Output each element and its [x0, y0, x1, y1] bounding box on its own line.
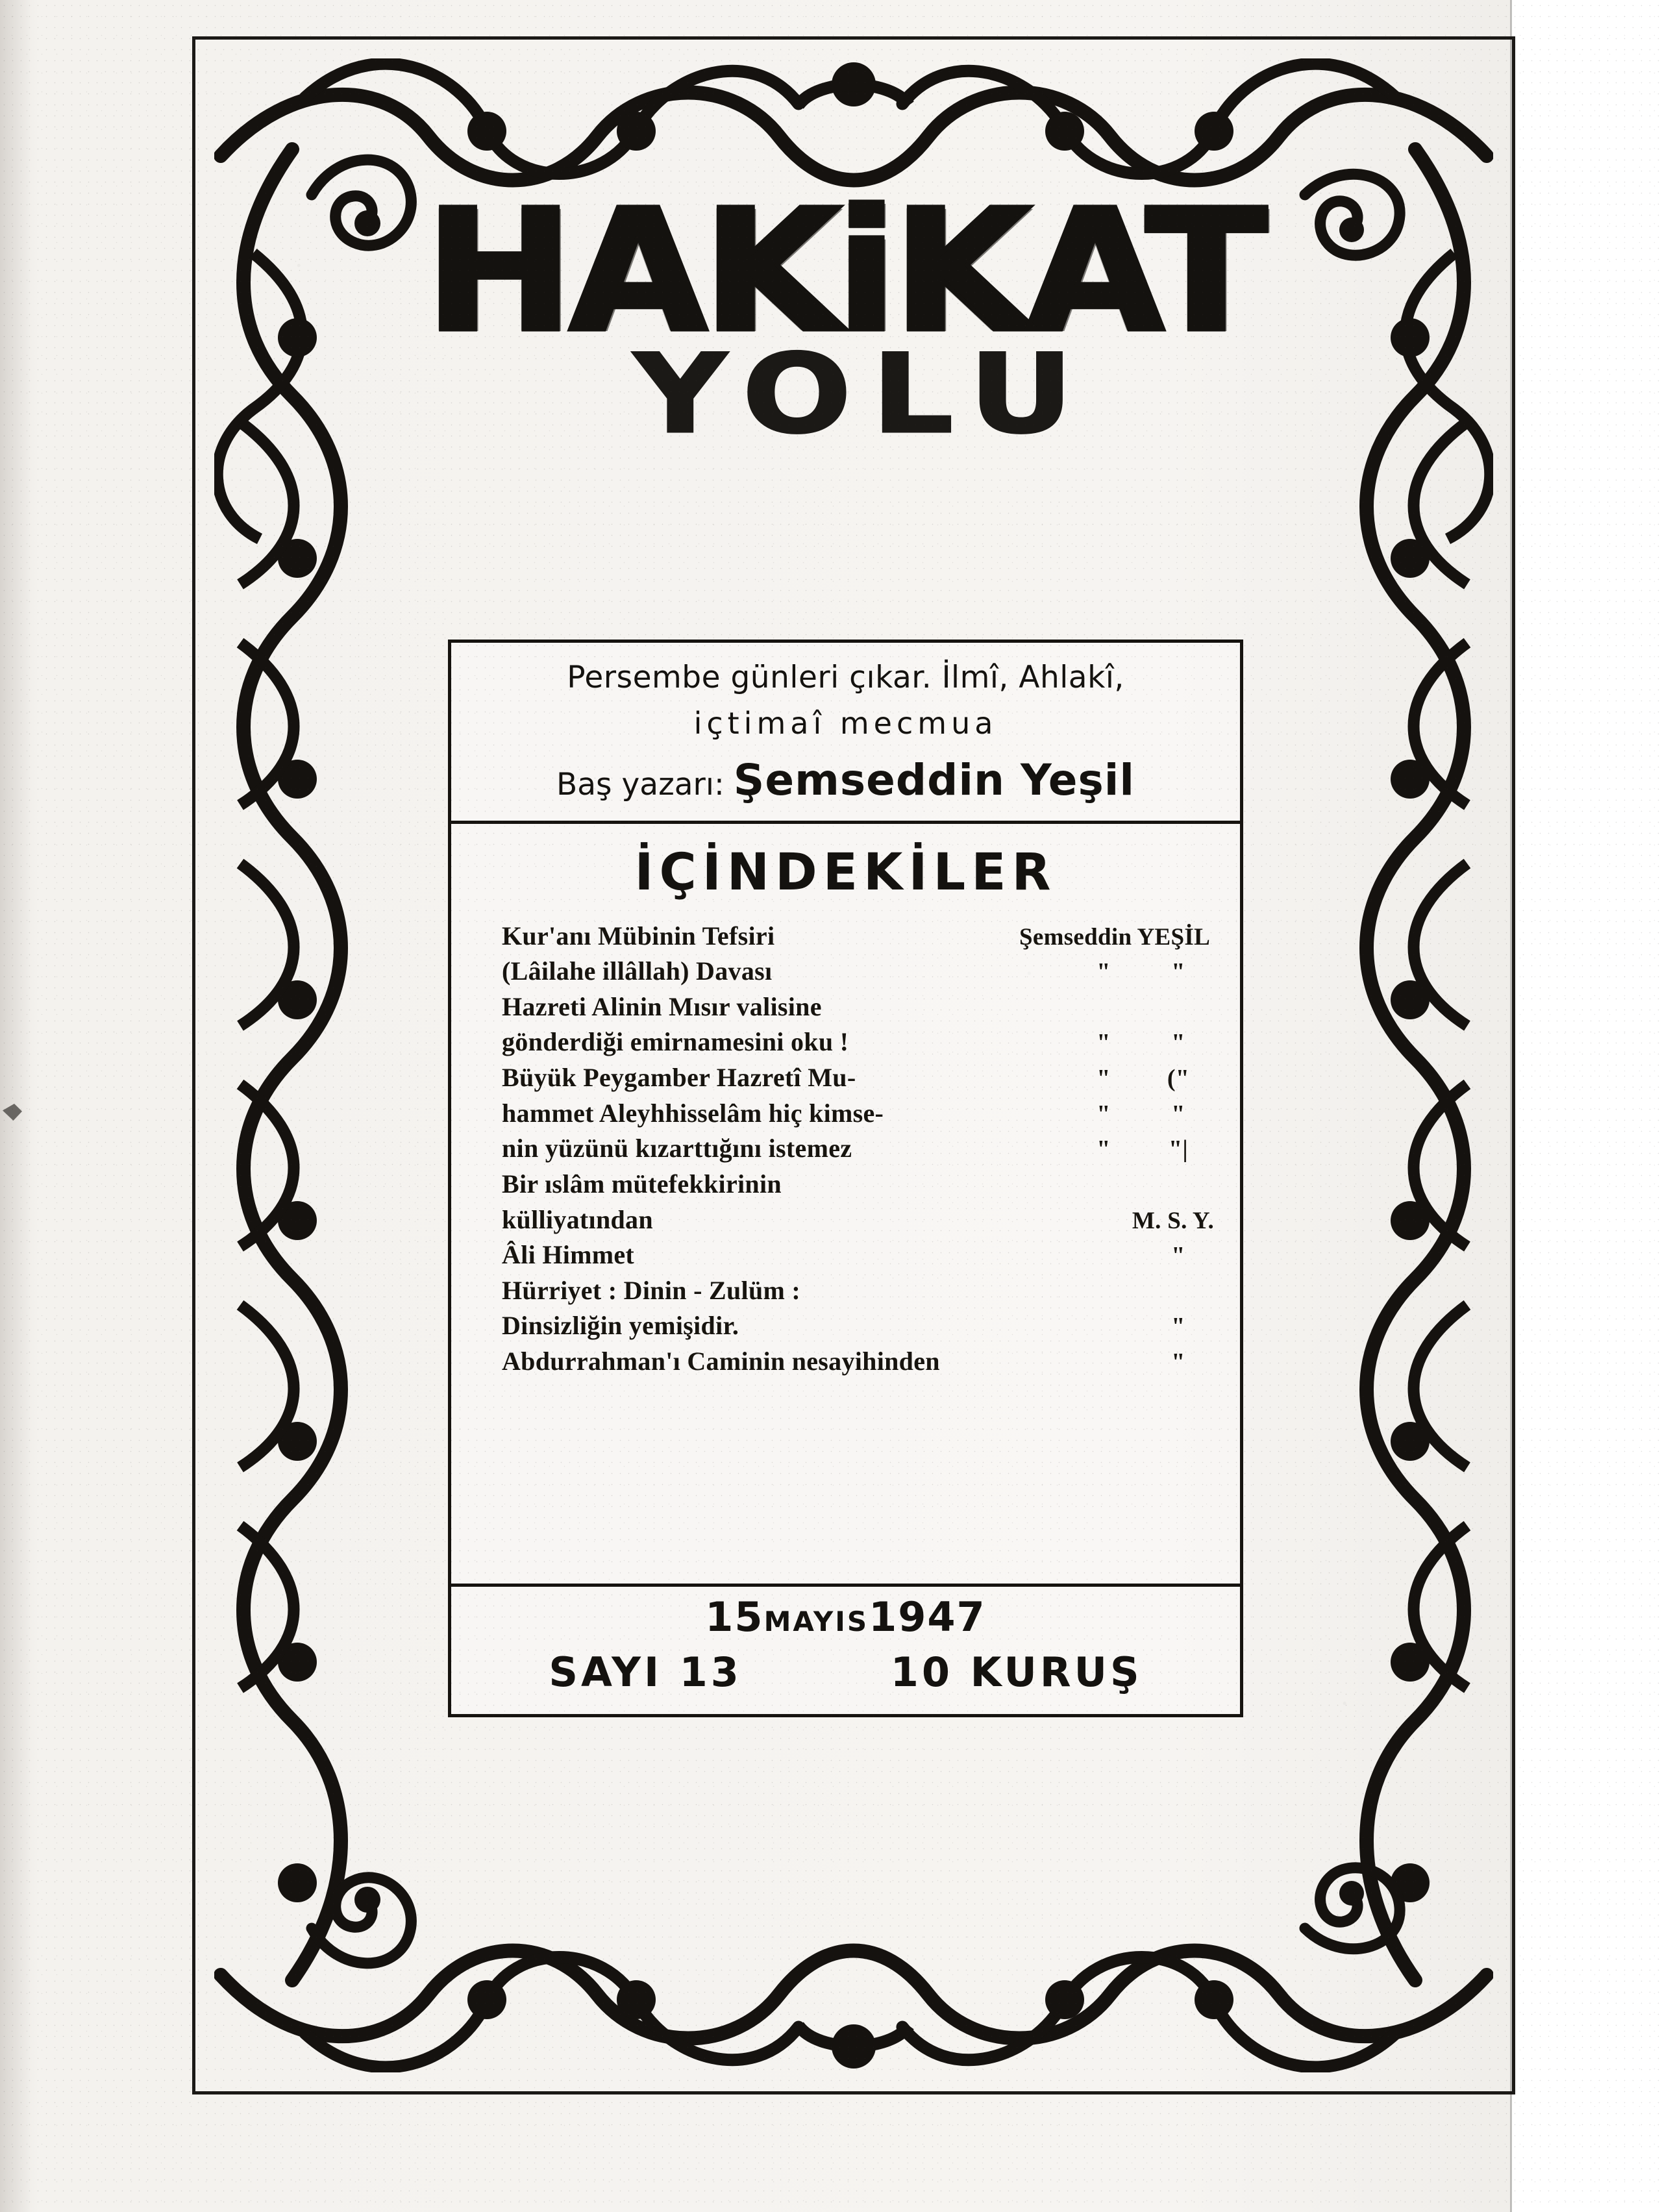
issue-price: 10 KURUŞ: [890, 1648, 1143, 1696]
contents-item-ditto-1: ": [1096, 1100, 1111, 1128]
periodicity-line-1: Persembe günleri çıkar. İlmî, Ahlakî,: [567, 660, 1124, 695]
issue-number: SAYI 13: [549, 1648, 742, 1696]
page-subtitle: YOLU: [634, 330, 1093, 458]
issue-info: [451, 1593, 1240, 1696]
contents-item-ditto-2: ": [1171, 958, 1185, 986]
contents-item-title: Kur'anı Mübinin Tefsiri: [502, 921, 775, 951]
contents-item-title: Bir ıslâm mütefekkirinin: [502, 1169, 782, 1199]
contents-item-ditto-1: ": [1096, 958, 1111, 986]
list-item: [502, 1202, 1214, 1237]
list-item: [502, 1308, 1214, 1344]
page-right-gutter: [1511, 0, 1660, 2212]
list-item: [502, 1344, 1214, 1380]
contents-item-title: Hürriyet : Dinin - Zulüm :: [502, 1275, 801, 1305]
list-item: [502, 1096, 1214, 1132]
periodicity-line-2: içtimaî mecmua: [693, 706, 998, 741]
contents-item-author: M. S. Y.: [1132, 1207, 1214, 1234]
periodicity-block: [451, 643, 1240, 808]
contents-item-title: nin yüzünü kızarttığını istemez: [502, 1134, 852, 1163]
list-item: [502, 1273, 1214, 1308]
contents-item-ditto-2: (": [1167, 1065, 1190, 1093]
contents-item-ditto-2: ": [1171, 1100, 1185, 1128]
editor-label: Baş yazarı:: [556, 767, 725, 802]
issue-day: 15: [705, 1593, 764, 1641]
editor-row: [463, 755, 1228, 805]
list-item: [502, 1060, 1214, 1096]
list-item: [502, 1167, 1214, 1202]
masthead: [312, 174, 1376, 458]
contents-list: [502, 919, 1214, 1379]
divider-bottom: [451, 1584, 1240, 1587]
table-of-contents: [451, 843, 1240, 1379]
contents-item-ditto-2: "|: [1168, 1136, 1189, 1163]
contents-item-title: gönderdiği emirnamesini oku !: [502, 1027, 849, 1057]
list-item: [502, 919, 1214, 954]
list-item: [502, 1237, 1214, 1273]
contents-item-ditto-1: ": [1096, 1136, 1111, 1163]
divider-top: [451, 821, 1240, 824]
contents-item-ditto-1: ": [1096, 1029, 1111, 1057]
contents-item-ditto-2: ": [1171, 1348, 1185, 1376]
contents-item-ditto-2: ": [1171, 1029, 1185, 1057]
editor-name: Şemseddin Yeşil: [733, 755, 1135, 805]
list-item: [502, 989, 1214, 1025]
contents-heading: İÇİNDEKİLER: [634, 843, 1057, 902]
contents-item-title: külliyatından: [502, 1204, 653, 1234]
issue-month: MAYIS: [763, 1606, 869, 1637]
issue-date: [451, 1593, 1240, 1641]
contents-item-title: Dinsizliğin yemişidir.: [502, 1310, 739, 1340]
list-item: [502, 1025, 1214, 1060]
list-item: [502, 954, 1214, 989]
page-title: HAKiKAT: [425, 174, 1263, 369]
contents-item-title: hammet Aleyhhisselâm hiç kimse-: [502, 1098, 884, 1128]
contents-item-title: Büyük Peygamber Hazretî Mu-: [502, 1063, 856, 1093]
info-contents-box: [448, 640, 1243, 1717]
contents-item-author: Şemseddin YEŞİL: [1019, 924, 1211, 951]
issue-footer: [451, 1648, 1240, 1696]
issue-year: 1947: [869, 1593, 986, 1641]
contents-item-title: Hazreti Alinin Mısır valisine: [502, 992, 822, 1022]
contents-item-ditto-1: ": [1096, 1065, 1111, 1093]
contents-item-ditto-2: ": [1171, 1312, 1185, 1340]
contents-item-title: (Lâilahe illâllah) Davası: [502, 956, 773, 986]
contents-item-title: Abdurrahman'ı Caminin nesayihinden: [502, 1346, 940, 1376]
contents-item-ditto-2: ": [1171, 1241, 1185, 1269]
contents-item-title: Âli Himmet: [502, 1239, 635, 1269]
list-item: [502, 1131, 1214, 1167]
